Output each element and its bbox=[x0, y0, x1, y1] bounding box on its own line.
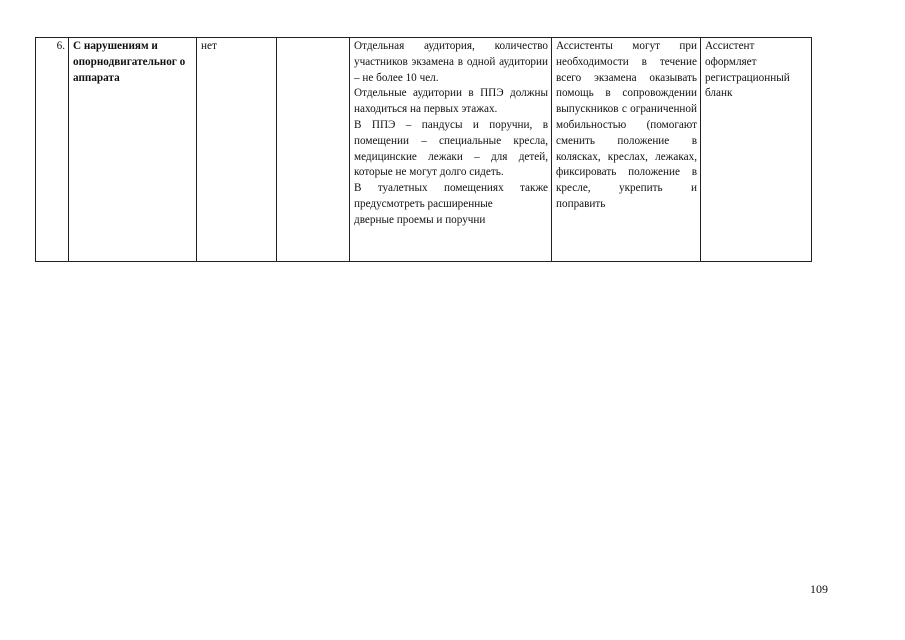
category-label: С нарушениям и опорнодвигательног о аппарата bbox=[73, 40, 186, 84]
col3-value: нет bbox=[201, 40, 217, 52]
table-row bbox=[36, 38, 812, 262]
page-number: 109 bbox=[810, 582, 828, 596]
row-number-cell bbox=[36, 38, 69, 262]
conditions-cell bbox=[350, 38, 552, 262]
assistants-cell bbox=[552, 38, 701, 262]
condition-paragraph: Отдельная аудитория, количество участников экзамена в одной аудитории – не более 10 чел. bbox=[354, 40, 548, 84]
col3-cell bbox=[197, 38, 277, 262]
condition-paragraph: В туалетных помещениях также предусмотреть расширенные bbox=[354, 182, 548, 210]
row-number: 6. bbox=[56, 40, 65, 52]
condition-paragraph: дверные проемы и поручни bbox=[354, 213, 486, 226]
assistants-text: Ассистенты могут при необходимости в течение всего экзамена оказывать помощь в сопровождении выпускников с ограниченной мобильностью (помогают сменить положение в колясках, креслах, лежаках, фиксировать положение в кресле, укрепить и поправить bbox=[556, 40, 697, 210]
category-cell bbox=[69, 38, 197, 262]
condition-paragraph: В ППЭ – пандусы и поручни, в помещении – специальные кресла, медицинские лежаки – для детей, которые не могут долго сидеть. bbox=[354, 118, 548, 179]
condition-paragraph: Отдельные аудитории в ППЭ должны находиться на первых этажах. bbox=[354, 87, 548, 116]
accommodation-table bbox=[35, 37, 812, 262]
registration-cell bbox=[701, 38, 812, 262]
col4-cell bbox=[277, 38, 350, 262]
registration-text: Ассистент оформляет регистрационный бланк bbox=[705, 40, 790, 100]
